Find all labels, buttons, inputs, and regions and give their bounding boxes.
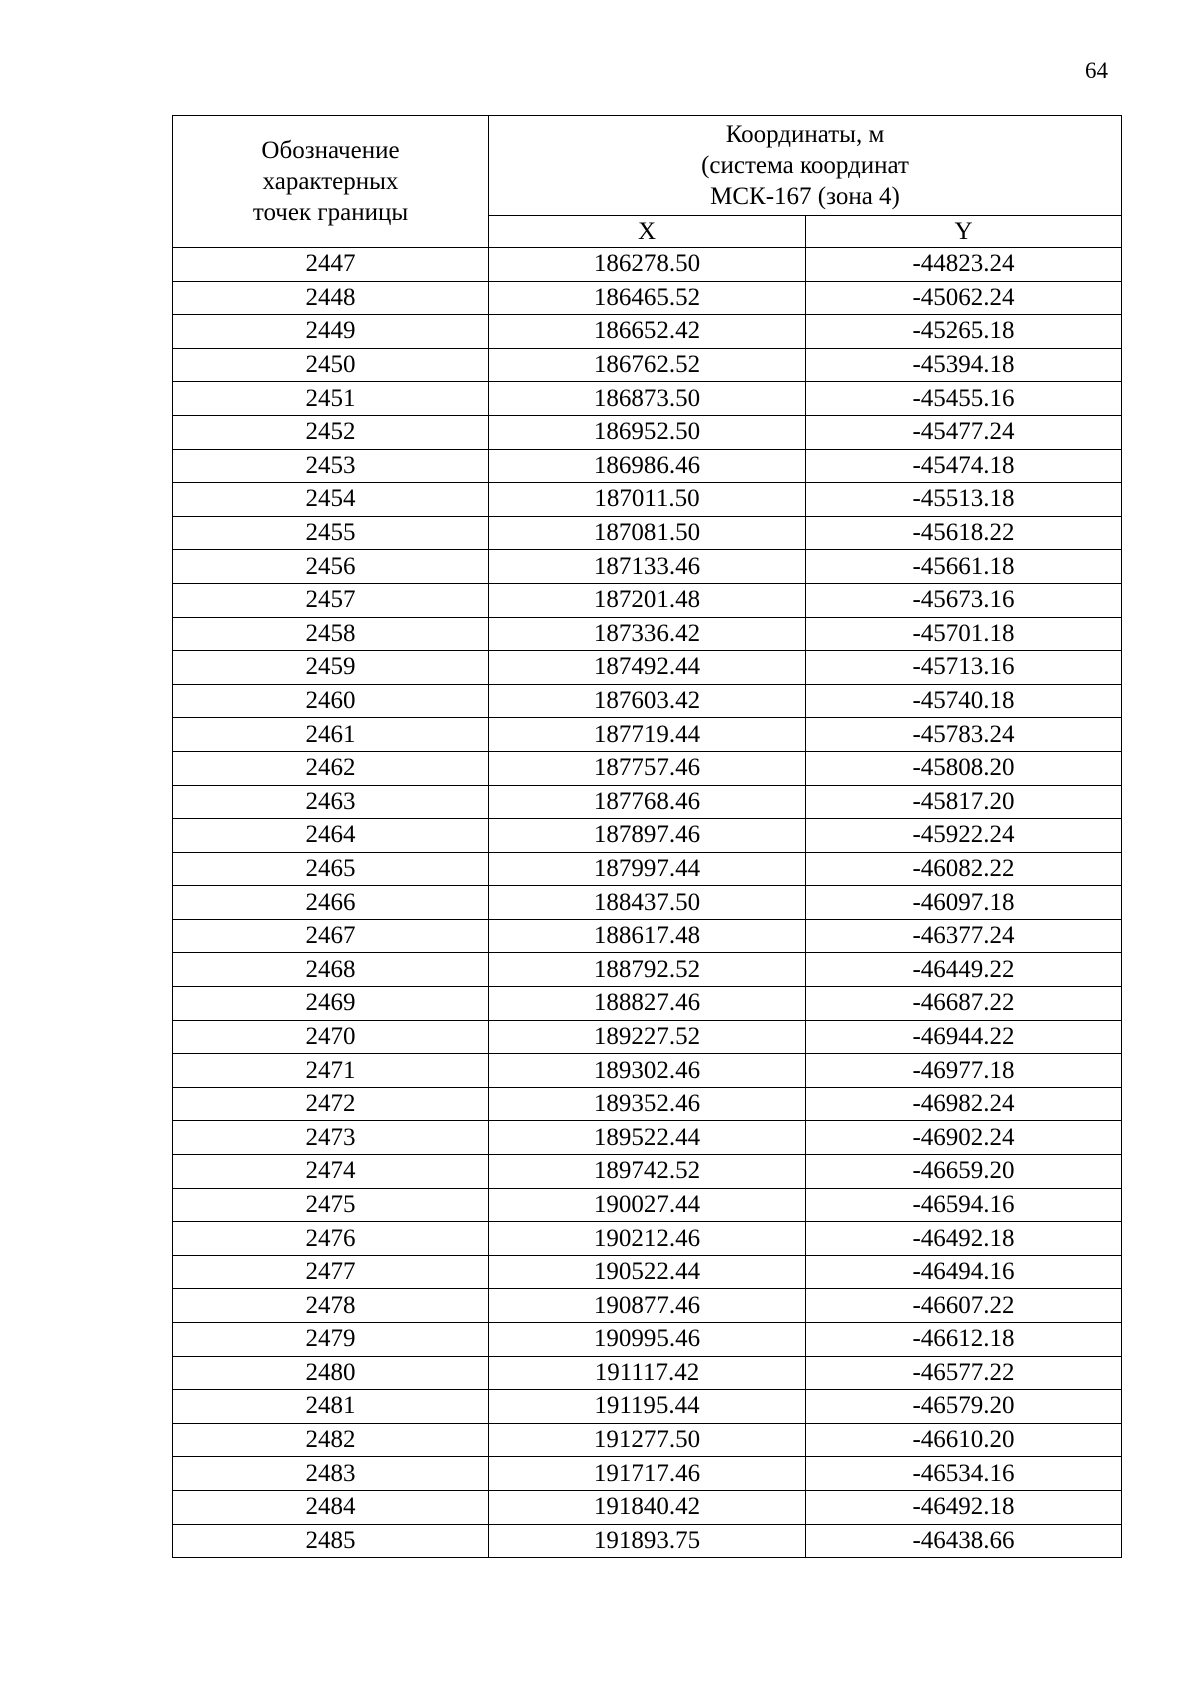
coordinates-header-line: Координаты, м [725, 121, 885, 148]
table-row [173, 751, 1122, 785]
table-row [173, 819, 1122, 853]
table-row [173, 1222, 1122, 1256]
y-coordinate-cell: -46579.20 [806, 1390, 1122, 1424]
points-header-line: характерных [262, 168, 399, 195]
x-coordinate-cell: 191893.75 [489, 1524, 806, 1558]
x-coordinate-cell: 186952.50 [489, 415, 806, 449]
point-id-cell: 2484 [173, 1490, 489, 1524]
table-row [173, 483, 1122, 517]
y-coordinate-cell: -45808.20 [806, 751, 1122, 785]
y-coordinate-cell: -45394.18 [806, 348, 1122, 382]
x-coordinate-cell: 188437.50 [489, 886, 806, 920]
x-coordinate-cell: 188792.52 [489, 953, 806, 987]
point-id-cell: 2481 [173, 1390, 489, 1424]
point-id-cell: 2475 [173, 1188, 489, 1222]
y-coordinate-cell: -46438.66 [806, 1524, 1122, 1558]
page-number: 64 [1085, 58, 1108, 83]
table-row [173, 1087, 1122, 1121]
point-id-cell: 2477 [173, 1255, 489, 1289]
x-coordinate-cell: 189352.46 [489, 1087, 806, 1121]
y-coordinate-cell: -46082.22 [806, 852, 1122, 886]
coordinates-header-line: МСК-167 (зона 4) [710, 183, 900, 210]
x-coordinate-cell: 190877.46 [489, 1289, 806, 1323]
y-coordinate-cell: -45618.22 [806, 516, 1122, 550]
points-header-line: Обозначение [261, 137, 400, 164]
y-coordinate-cell: -46492.18 [806, 1490, 1122, 1524]
table-row [173, 1054, 1122, 1088]
point-id-cell: 2453 [173, 449, 489, 483]
x-coordinate-cell: 190522.44 [489, 1255, 806, 1289]
table-row [173, 718, 1122, 752]
table-row [173, 1155, 1122, 1189]
x-coordinate-cell: 186465.52 [489, 281, 806, 315]
x-coordinate-cell: 187492.44 [489, 651, 806, 685]
table-row [173, 919, 1122, 953]
point-id-cell: 2467 [173, 919, 489, 953]
y-coordinate-cell: -45474.18 [806, 449, 1122, 483]
point-id-cell: 2469 [173, 987, 489, 1021]
table-row [173, 550, 1122, 584]
x-coordinate-cell: 186278.50 [489, 248, 806, 282]
x-coordinate-cell: 187133.46 [489, 550, 806, 584]
table-row [173, 1423, 1122, 1457]
x-coordinate-cell: 187603.42 [489, 684, 806, 718]
x-column-header: X [489, 216, 806, 248]
points-header-line: точек границы [252, 199, 409, 226]
table-row [173, 617, 1122, 651]
y-coordinate-cell: -46607.22 [806, 1289, 1122, 1323]
point-id-cell: 2476 [173, 1222, 489, 1256]
table-row [173, 315, 1122, 349]
point-id-cell: 2451 [173, 382, 489, 416]
y-coordinate-cell: -46610.20 [806, 1423, 1122, 1457]
y-coordinate-cell: -45265.18 [806, 315, 1122, 349]
y-coordinate-cell: -46977.18 [806, 1054, 1122, 1088]
point-id-cell: 2454 [173, 483, 489, 517]
y-coordinate-cell: -46902.24 [806, 1121, 1122, 1155]
y-coordinate-cell: -46494.16 [806, 1255, 1122, 1289]
table-header-row [173, 116, 1122, 216]
table-row [173, 852, 1122, 886]
table-row [173, 987, 1122, 1021]
point-id-cell: 2462 [173, 751, 489, 785]
point-id-cell: 2461 [173, 718, 489, 752]
table-row [173, 1255, 1122, 1289]
x-coordinate-cell: 187011.50 [489, 483, 806, 517]
y-coordinate-cell: -45661.18 [806, 550, 1122, 584]
y-coordinate-cell: -46377.24 [806, 919, 1122, 953]
y-coordinate-cell: -45062.24 [806, 281, 1122, 315]
point-id-cell: 2465 [173, 852, 489, 886]
table-row [173, 785, 1122, 819]
point-id-cell: 2455 [173, 516, 489, 550]
table-body [173, 248, 1122, 1558]
x-coordinate-cell: 187201.48 [489, 583, 806, 617]
table-row [173, 1020, 1122, 1054]
y-coordinate-cell: -46687.22 [806, 987, 1122, 1021]
table-row [173, 449, 1122, 483]
coordinates-group-header [489, 116, 1122, 216]
x-coordinate-cell: 187757.46 [489, 751, 806, 785]
x-coordinate-cell: 187336.42 [489, 617, 806, 651]
point-id-cell: 2456 [173, 550, 489, 584]
y-coordinate-cell: -46534.16 [806, 1457, 1122, 1491]
point-id-cell: 2473 [173, 1121, 489, 1155]
table-row [173, 1390, 1122, 1424]
y-coordinate-cell: -46492.18 [806, 1222, 1122, 1256]
x-coordinate-cell: 187897.46 [489, 819, 806, 853]
table-row [173, 1121, 1122, 1155]
point-id-cell: 2459 [173, 651, 489, 685]
x-coordinate-cell: 191840.42 [489, 1490, 806, 1524]
y-coordinate-cell: -45740.18 [806, 684, 1122, 718]
table-row [173, 1457, 1122, 1491]
x-coordinate-cell: 190212.46 [489, 1222, 806, 1256]
table-row [173, 684, 1122, 718]
y-coordinate-cell: -45922.24 [806, 819, 1122, 853]
table-row [173, 281, 1122, 315]
point-id-cell: 2449 [173, 315, 489, 349]
y-coordinate-cell: -46577.22 [806, 1356, 1122, 1390]
y-coordinate-cell: -46612.18 [806, 1323, 1122, 1357]
x-coordinate-cell: 190995.46 [489, 1323, 806, 1357]
point-id-cell: 2466 [173, 886, 489, 920]
table-row [173, 886, 1122, 920]
point-id-cell: 2447 [173, 248, 489, 282]
x-coordinate-cell: 187997.44 [489, 852, 806, 886]
table-row [173, 1289, 1122, 1323]
point-id-cell: 2450 [173, 348, 489, 382]
table-row [173, 1356, 1122, 1390]
x-coordinate-cell: 186762.52 [489, 348, 806, 382]
x-coordinate-cell: 188617.48 [489, 919, 806, 953]
x-coordinate-cell: 190027.44 [489, 1188, 806, 1222]
table-row [173, 1323, 1122, 1357]
x-coordinate-cell: 186986.46 [489, 449, 806, 483]
point-id-cell: 2458 [173, 617, 489, 651]
table-row [173, 1188, 1122, 1222]
point-id-cell: 2471 [173, 1054, 489, 1088]
coordinates-header-line: (система координат [701, 152, 909, 179]
point-id-cell: 2468 [173, 953, 489, 987]
boundary-coordinates-table [172, 115, 1122, 1558]
table-row [173, 348, 1122, 382]
y-coordinate-cell: -45513.18 [806, 483, 1122, 517]
point-id-cell: 2452 [173, 415, 489, 449]
point-id-cell: 2472 [173, 1087, 489, 1121]
point-id-cell: 2474 [173, 1155, 489, 1189]
x-coordinate-cell: 191277.50 [489, 1423, 806, 1457]
y-coordinate-cell: -45701.18 [806, 617, 1122, 651]
x-coordinate-cell: 189227.52 [489, 1020, 806, 1054]
y-coordinate-cell: -45713.16 [806, 651, 1122, 685]
table-row [173, 382, 1122, 416]
y-coordinate-cell: -45455.16 [806, 382, 1122, 416]
y-coordinate-cell: -45673.16 [806, 583, 1122, 617]
y-coordinate-cell: -45783.24 [806, 718, 1122, 752]
y-coordinate-cell: -46097.18 [806, 886, 1122, 920]
y-coordinate-cell: -46659.20 [806, 1155, 1122, 1189]
table-row [173, 1490, 1122, 1524]
x-coordinate-cell: 191195.44 [489, 1390, 806, 1424]
point-id-cell: 2485 [173, 1524, 489, 1558]
x-coordinate-cell: 188827.46 [489, 987, 806, 1021]
point-id-cell: 2480 [173, 1356, 489, 1390]
point-id-cell: 2463 [173, 785, 489, 819]
point-id-cell: 2470 [173, 1020, 489, 1054]
table-row [173, 516, 1122, 550]
point-id-cell: 2448 [173, 281, 489, 315]
y-coordinate-cell: -46449.22 [806, 953, 1122, 987]
y-coordinate-cell: -46982.24 [806, 1087, 1122, 1121]
y-coordinate-cell: -45477.24 [806, 415, 1122, 449]
x-coordinate-cell: 189742.52 [489, 1155, 806, 1189]
table-row [173, 1524, 1122, 1558]
point-id-cell: 2457 [173, 583, 489, 617]
table-row [173, 953, 1122, 987]
point-id-cell: 2483 [173, 1457, 489, 1491]
point-id-cell: 2482 [173, 1423, 489, 1457]
y-coordinate-cell: -46944.22 [806, 1020, 1122, 1054]
points-column-header [173, 116, 489, 248]
x-coordinate-cell: 191717.46 [489, 1457, 806, 1491]
table-row [173, 583, 1122, 617]
x-coordinate-cell: 187768.46 [489, 785, 806, 819]
point-id-cell: 2478 [173, 1289, 489, 1323]
table-row [173, 248, 1122, 282]
y-column-header: Y [806, 216, 1122, 248]
y-coordinate-cell: -45817.20 [806, 785, 1122, 819]
x-coordinate-cell: 191117.42 [489, 1356, 806, 1390]
x-coordinate-cell: 186652.42 [489, 315, 806, 349]
table-row [173, 651, 1122, 685]
x-coordinate-cell: 186873.50 [489, 382, 806, 416]
y-coordinate-cell: -46594.16 [806, 1188, 1122, 1222]
point-id-cell: 2479 [173, 1323, 489, 1357]
y-coordinate-cell: -44823.24 [806, 248, 1122, 282]
x-coordinate-cell: 187081.50 [489, 516, 806, 550]
table-row [173, 415, 1122, 449]
x-coordinate-cell: 189302.46 [489, 1054, 806, 1088]
x-coordinate-cell: 189522.44 [489, 1121, 806, 1155]
point-id-cell: 2460 [173, 684, 489, 718]
point-id-cell: 2464 [173, 819, 489, 853]
x-coordinate-cell: 187719.44 [489, 718, 806, 752]
